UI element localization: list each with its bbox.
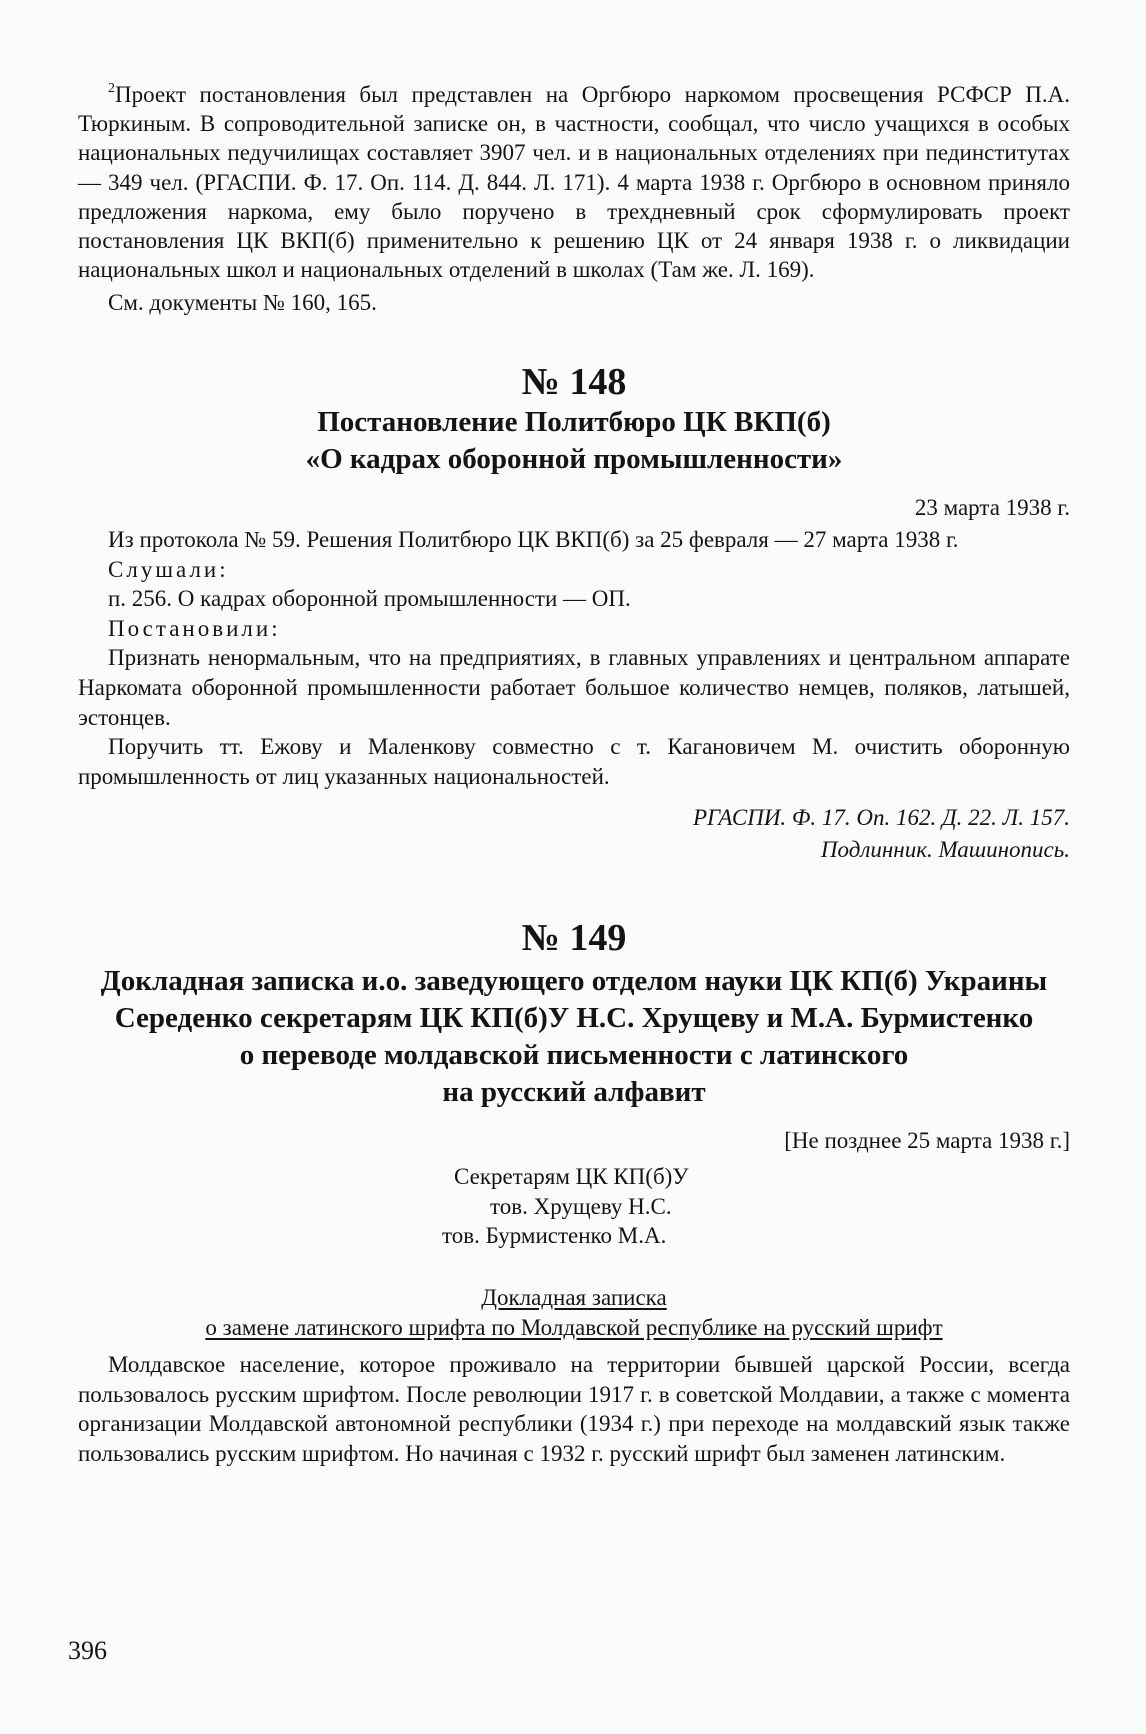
doc149-note-subject: о замене латинского шрифта по Молдавской республике на русский шрифт — [205, 1314, 943, 1340]
doc149-title-line4: на русский алфавит — [442, 1076, 706, 1108]
footnote-see-also: См. документы № 160, 165. — [108, 290, 377, 316]
doc149-number: № 149 — [521, 917, 627, 959]
doc149-para1: Молдавское население, которое проживало на территории бывшей царской России, всегда пользовалось русским шрифтом. После революции 1917 г. в советской Молдавии, а также с момента организации Молдавской автономной республики (1934 г.) при переходе на молдавский язык также пользовались русским шрифтом. Но начиная с 1932 г. русский шрифт был заменен латинским. — [78, 1352, 1070, 1466]
doc149-note-title: Докладная записка — [481, 1285, 667, 1310]
doc149-addressee-1: Секретарям ЦК КП(б)У — [454, 1164, 689, 1189]
doc149-title-line2: Середенко секретарям ЦК КП(б)У Н.С. Хрущеву и М.А. Бурмистенко — [114, 1002, 1034, 1034]
doc148-title-line1: Постановление Политбюро ЦК ВКП(б) — [317, 406, 831, 438]
doc148-para2: Поручить тт. Ежову и Маленкову совместно с т. Кагановичем М. очистить оборонную промышленность от лиц указанных национальностей. — [78, 734, 1070, 789]
doc148-heard-item: п. 256. О кадрах оборонной промышленности — ОП. — [108, 586, 631, 612]
footnote — [78, 80, 1070, 318]
doc149-title-line1: Докладная записка и.о. заведующего отделом науки ЦК КП(б) Украины — [100, 965, 1048, 997]
doc149-addressee-3: тов. Бурмистенко М.А. — [442, 1223, 667, 1249]
doc148-original: Подлинник. Машинопись. — [820, 837, 1070, 862]
doc149-title-line3: о переводе молдавской письменности с латинского — [239, 1039, 909, 1071]
doc148-resolved-label: Постановили: — [108, 615, 281, 641]
doc149-body — [78, 1350, 1070, 1468]
doc148-date: 23 марта 1938 г. — [914, 495, 1070, 520]
doc148-para1: Признать ненормальным, что на предприятиях, в главных управлениях и центральном аппарате Наркомата оборонной промышленности работает большое количество немцев, поляков, латышей, эстонцев. — [78, 645, 1070, 730]
doc149-addressees — [78, 1162, 1070, 1251]
footnote-mark: 2 — [108, 81, 115, 96]
doc149-date: [Не позднее 25 марта 1938 г.] — [784, 1128, 1070, 1153]
doc148-title-line2: «О кадрах оборонной промышленности» — [305, 443, 843, 475]
footnote-text: $^2$Проект постановления был представлен на Оргбюро наркомом просвещения РСФСР П.А. Тюркиным. В сопроводительной записке он, в частности, сообщал, что число учащихся в особых национальных педучилищах составляет 3907 чел. и в национальных отделениях при пединститутах — 349 чел. (РГАСПИ. Ф. 17. Оп. 114. Д. 844. Л. 171). 4 марта 1938 г. Оргбюро в основном приняло предложения наркома, ему было поручено в трехдневный срок сформулировать проект постановления ЦК ВКП(б) применительно к решению ЦК от 24 января 1938 г. о ликвидации национальных школ и национальных отделений в школах (Там же. Л. 169). — [78, 81, 1070, 283]
doc148-number: № 148 — [521, 361, 627, 403]
doc148-protocol: Из протокола № 59. Решения Политбюро ЦК ВКП(б) за 25 февраля — 27 марта 1938 г. — [108, 527, 959, 552]
doc148-archive: РГАСПИ. Ф. 17. Оп. 162. Д. 22. Л. 157. — [692, 805, 1070, 830]
doc149-note-heading — [78, 1283, 1070, 1342]
doc148-heard-label: Слушали: — [108, 556, 229, 582]
page-number: 396 — [68, 1636, 107, 1665]
doc149-addressee-2: тов. Хрущеву Н.С. — [490, 1193, 672, 1219]
doc148-body — [78, 525, 1070, 791]
